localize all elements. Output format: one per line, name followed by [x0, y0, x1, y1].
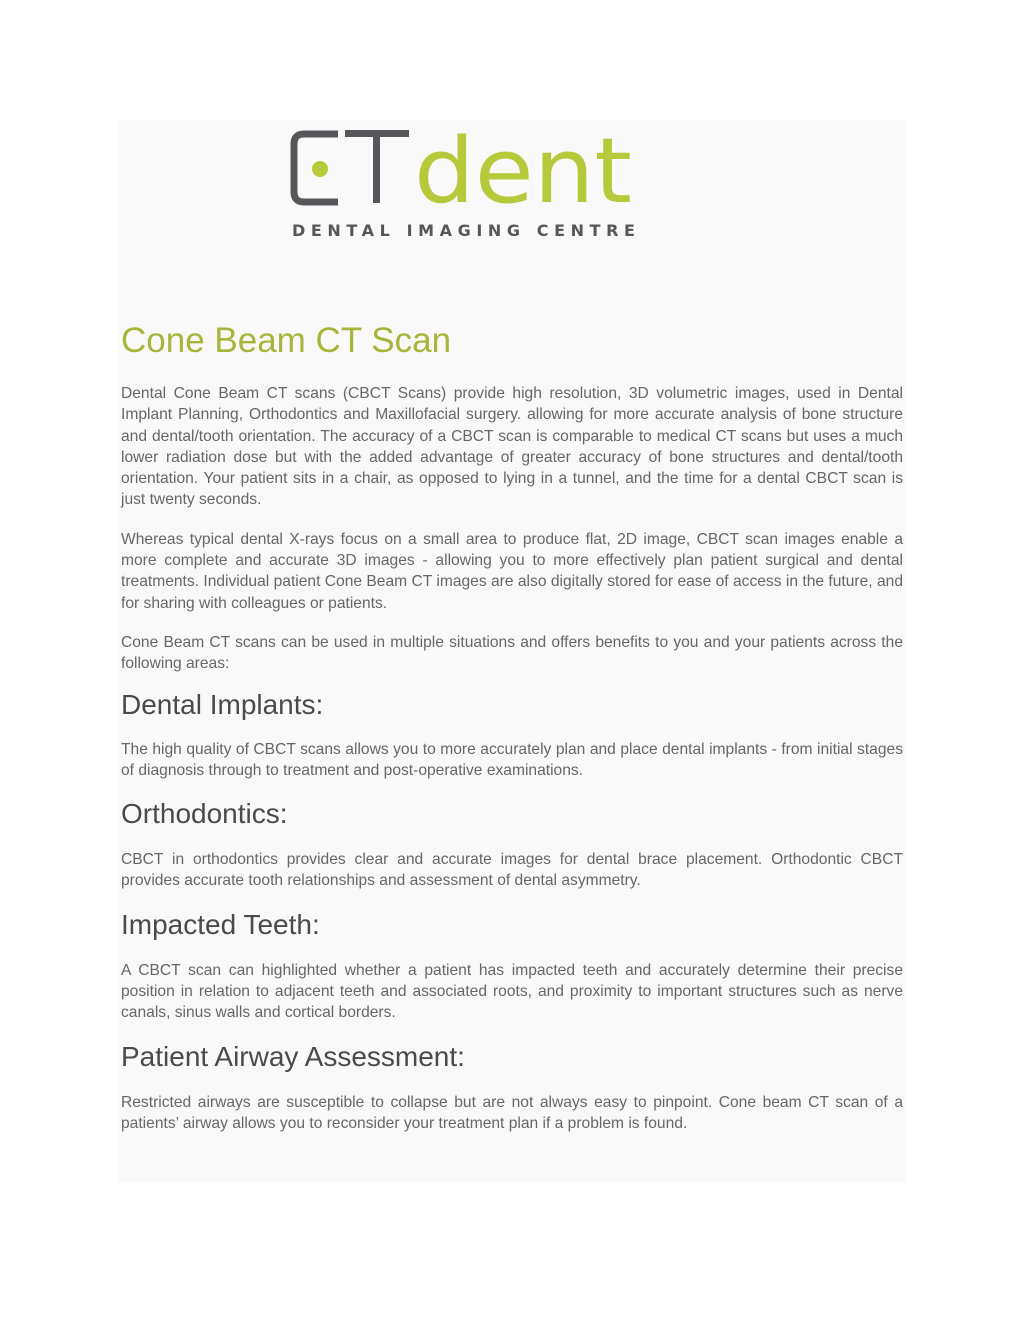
- section-heading-impacted-teeth: Impacted Teeth:: [121, 908, 320, 940]
- article: [121, 318, 903, 1134]
- intro-paragraph-2: Whereas typical dental X-rays focus on a small area to produce flat, 2D image, CBCT scan images enable a more complete and accurate 3D images - allowing you to more effectively plan patient surgical and dental treatments. Individual patient Cone Beam CT images are also digitally stored for ease of access in the future, and for sharing with colleagues or patients.: [121, 530, 903, 612]
- logo-graphic: [290, 125, 640, 245]
- section-heading-implants: Dental Implants:: [121, 688, 324, 720]
- section-text-implants: The high quality of CBCT scans allows you to more accurately plan and place dental implants - from initial stages of diagnosis through to treatment and post-operative examinations.: [121, 740, 903, 779]
- section-text-impacted-teeth: A CBCT scan can highlighted whether a patient has impacted teeth and accurately determine their precise position in relation to adjacent teeth and associated roots, and proximity to important structures such as nerve canals, sinus walls and cortical borders.: [121, 961, 903, 1022]
- page-title: Cone Beam CT Scan: [121, 321, 452, 360]
- ct-dent-logo: [290, 125, 640, 245]
- intro-paragraph-1: Dental Cone Beam CT scans (CBCT Scans) provide high resolution, 3D volumetric images, used in Dental Implant Planning, Orthodontics and Maxillofacial surgery. allowing for more accurate analysis of bone structure and dental/tooth orientation. The accuracy of a CBCT scan is comparable to medical CT scans but uses a much lower radiation dose but with the added advantage of greater accuracy of bone structures and dental/tooth orientation. Your patient sits in a chair, as opposed to lying in a tunnel, and the time for a dental CBCT scan is just twenty seconds.: [121, 385, 903, 509]
- logo-dot: [312, 161, 328, 177]
- logo-t-stem: [373, 130, 380, 203]
- section-text-orthodontics: CBCT in orthodontics provides clear and accurate images for dental brace placement. Orthodontic CBCT provides accurate tooth relationships and assessment of dental asymmetry.: [121, 851, 903, 890]
- section-heading-airway: Patient Airway Assessment:: [121, 1040, 465, 1072]
- logo-dent-text: dent: [414, 125, 632, 224]
- logo-tagline: DENTAL IMAGING CENTRE: [292, 221, 635, 240]
- intro-paragraph-3: Cone Beam CT scans can be used in multiple situations and offers benefits to you and your patients across the following areas:: [121, 633, 903, 673]
- section-text-airway: Restricted airways are susceptible to collapse but are not always easy to pinpoint. Cone beam CT scan of a patients’ airway allows you to reconsider your treatment plan if a problem is found.: [121, 1093, 903, 1132]
- section-heading-orthodontics: Orthodontics:: [121, 798, 288, 830]
